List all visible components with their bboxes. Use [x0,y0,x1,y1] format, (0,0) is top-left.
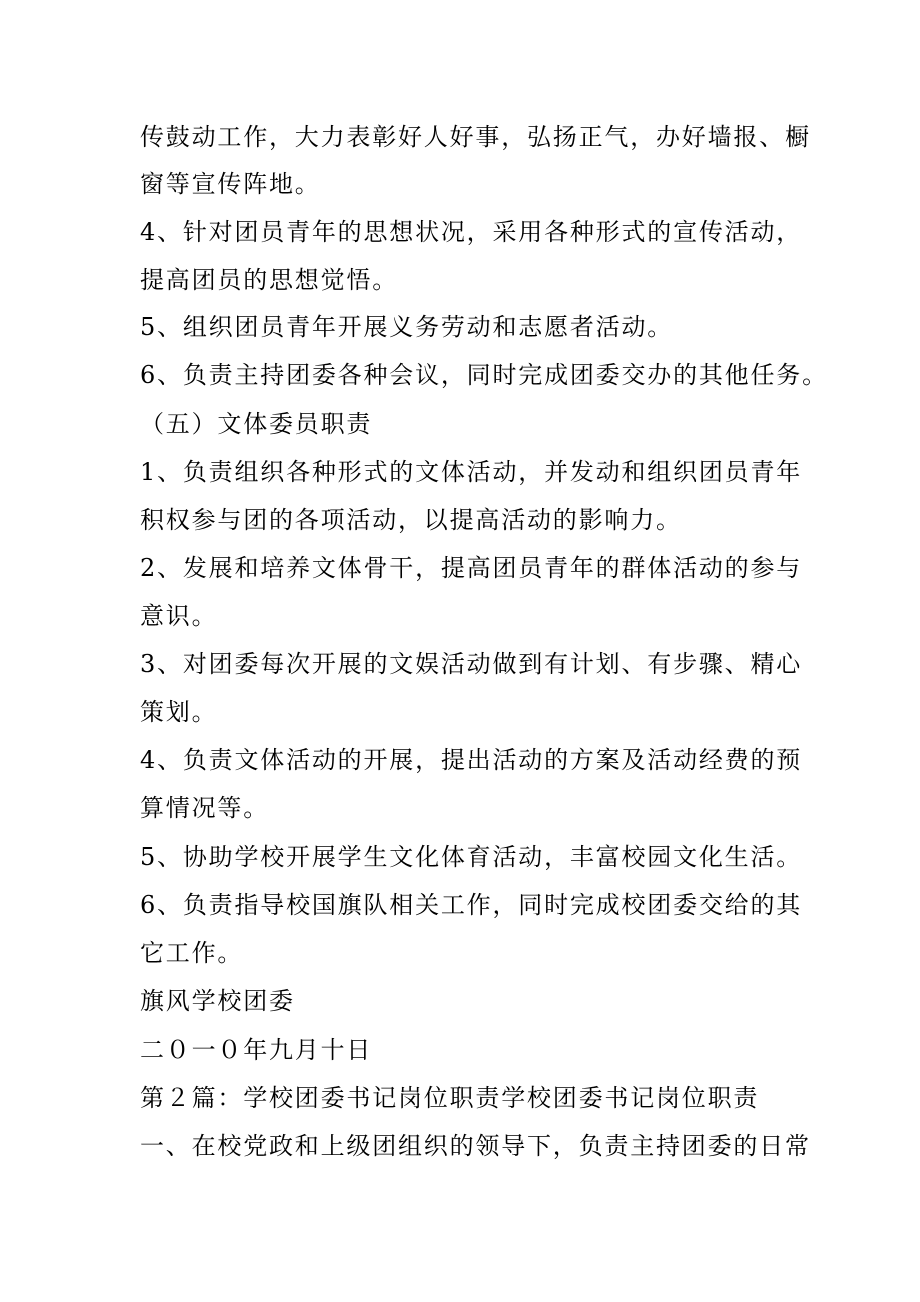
text-line: 提高团员的思想觉悟。 [140,266,398,294]
signature-organization: 旗风学校团委 [140,987,295,1015]
text-line: 1、负责组织各种形式的文体活动，并发动和组织团员青年 [140,458,803,486]
text-line: 5、组织团员青年开展义务劳动和志愿者活动。 [140,313,674,341]
chapter-heading: 第２篇：学校团委书记岗位职责学校团委书记岗位职责 [140,1084,760,1112]
text-line: 积权参与团的各项活动，以提高活动的影响力。 [140,506,682,534]
text-line: 一、在校党政和上级团组织的领导下，负责主持团委的日常 [140,1132,811,1160]
text-line: 3、对团委每次开展的文娱活动做到有计划、有步骤、精心 [140,650,803,678]
text-line: 4、针对团员青年的思想状况，采用各种形式的宣传活动， [140,218,803,246]
section-heading: （五）文体委员职责 [140,410,373,438]
text-line: 窗等宣传阵地。 [140,170,321,198]
text-line: 6、负责主持团委各种会议，同时完成团委交办的其他任务。 [140,361,828,389]
text-line: 它工作。 [140,939,244,967]
signature-date: 二０一０年九月十日 [140,1036,373,1064]
text-line: 策划。 [140,698,218,726]
text-line: 6、负责指导校国旗队相关工作，同时完成校团委交给的其 [140,891,803,919]
text-line: 算情况等。 [140,794,269,822]
text-line: 意识。 [140,602,218,630]
text-line: 4、负责文体活动的开展，提出活动的方案及活动经费的预 [140,746,803,774]
text-line: 2、发展和培养文体骨干，提高团员青年的群体活动的参与 [140,554,803,582]
text-line: 5、协助学校开展学生文化体育活动，丰富校园文化生活。 [140,843,803,871]
text-line: 传鼓动工作，大力表彰好人好事，弘扬正气，办好墙报、橱 [140,123,811,151]
